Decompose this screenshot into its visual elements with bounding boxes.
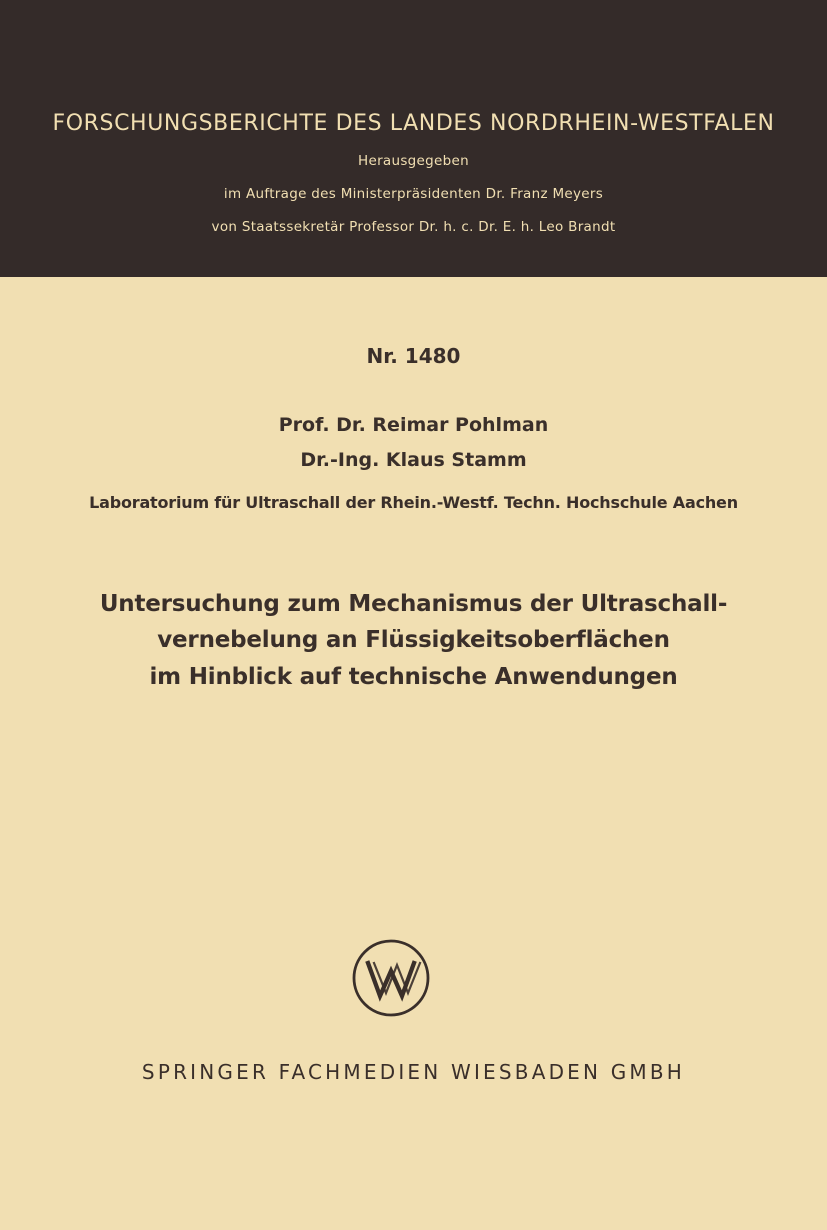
author-2: Dr.-Ing. Klaus Stamm xyxy=(300,449,527,471)
report-title-line-3: im Hinblick auf technische Anwendungen xyxy=(149,664,678,690)
series-header xyxy=(0,0,827,277)
publisher-logo-icon xyxy=(351,938,431,1018)
editor-line-2: im Auftrage des Ministerpräsidenten Dr. Franz Meyers xyxy=(223,186,604,202)
series-title: FORSCHUNGSBERICHTE DES LANDES NORDRHEIN-WESTFALEN xyxy=(52,111,775,136)
report-title-line-1: Untersuchung zum Mechanismus der Ultraschall- xyxy=(99,591,728,617)
report-number: Nr. 1480 xyxy=(366,344,461,368)
editor-line-3: von Staatssekretär Professor Dr. h. c. Dr. E. h. Leo Brandt xyxy=(211,219,616,235)
institution: Laboratorium für Ultraschall der Rhein.-Westf. Techn. Hochschule Aachen xyxy=(89,493,738,512)
author-1: Prof. Dr. Reimar Pohlman xyxy=(278,414,549,436)
publisher-name: SPRINGER FACHMEDIEN WIESBADEN GMBH xyxy=(141,1060,686,1084)
editor-line-1: Herausgegeben xyxy=(358,153,469,169)
cover-body xyxy=(0,277,827,1230)
report-title-line-2: vernebelung an Flüssigkeitsoberflächen xyxy=(157,627,670,653)
